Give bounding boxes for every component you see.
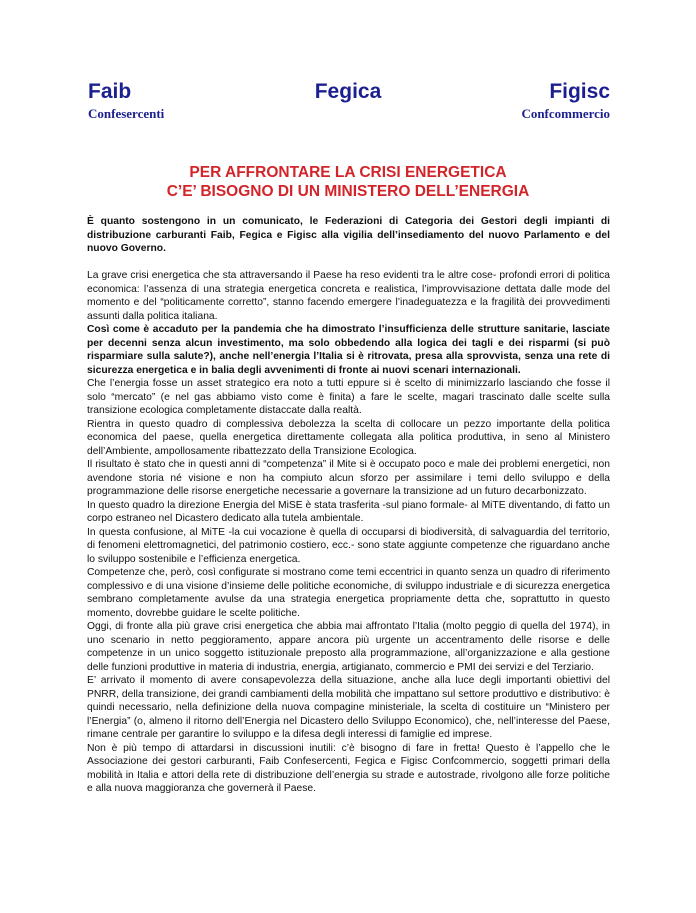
body-paragraph: Così come è accaduto per la pandemia che ha dimostrato l’insufficienza delle strutture sanitarie, lasciate per decenni senza alcun investimento, ma solo obbedendo alla logica dei tagli e dei risparmi (si può risparmiare sulla salute?), anche nell’energia l’Italia si è ritrovata, presa alla sprovvista, senza una rete di sicurezza energetica e in balia degli avvenimenti di fronte ai nuovi scenari internazionali.	[87, 324, 610, 376]
article-body	[87, 215, 610, 796]
headline-line-2: C’E’ BISOGNO DI UN MINISTERO DELL’ENERGIA	[166, 183, 530, 200]
body-paragraph: E’ arrivato il momento di avere consapevolezza della situazione, anche alla luce degli importanti obiettivi del PNRR, della transizione, dei grandi cambiamenti della mobilità che impattano sul settore produttivo e distributivo: è quindi necessario, nella definizione della nuova compagine ministeriale, la scelta di costituire un “Ministero per l’Energia” (o, almeno il ritorno dell’Energia nel Dicastero dello Sviluppo Economico), che, nell’interesse del Paese, rimane centrale per garantire lo sviluppo e la difesa degli interessi di famiglie ed imprese.	[87, 675, 610, 740]
fegica-name: Fegica	[314, 80, 382, 103]
headline-line-1: PER AFFRONTARE LA CRISI ENERGETICA	[189, 164, 507, 181]
body-paragraph: Oggi, di fronte alla più grave crisi energetica che abbia mai affrontato l’Italia (molto peggio di quella del 1974), in uno scenario in netto peggioramento, appare ancora più urgente un accentramento delle risorse e delle competenze in un unico soggetto istituzionale preposto alla programmazione, all’organizzazione e alla gestione delle funzioni produttive in materia di industria, energia, artigianato, commercio e PMI dei servizi e del Terziario.	[87, 621, 610, 673]
confcommercio-affiliation: Confcommercio	[521, 106, 610, 121]
confesercenti-affiliation: Confesercenti	[88, 106, 165, 121]
body-paragraph: Competenze che, però, così configurate si mostrano come temi eccentrici in quanto senza un quadro di riferimento complessivo e di una visione d’insieme delle politiche economiche, di sviluppo industriale e di sicurezza energetica sembrano completamente avulse da una strategia energetica propriamente detta che, soprattutto in questo momento, dovrebbe guidare le scelte politiche.	[87, 567, 610, 619]
faib-name: Faib	[88, 80, 132, 103]
body-paragraph: In questa confusione, al MiTE -la cui vocazione è quella di occuparsi di biodiversità, di salvaguardia del territorio, di fenomeni elettromagnetici, del patrimonio costiero, ecc.- sono state aggiunte competenze che riguardano anche lo sviluppo sostenibile e l’efficienza energetica.	[87, 526, 610, 565]
body-paragraph: La grave crisi energetica che sta attraversando il Paese ha reso evidenti tra le altre cose- profondi errori di politica economica: l’assenza di una strategia energetica concreta e realistica, l’improvvisazione dettata dalle mode del momento e del “politicamente corretto”, stanno facendo emergere l’inadeguatezza e la fragilità dei provvedimenti assunti dalla politica italiana.	[87, 270, 610, 322]
body-paragraph: Che l’energia fosse un asset strategico era noto a tutti eppure si è scelto di minimizzarlo lasciando che fosse il solo “mercato” (e nel gas abbiamo visto come è finita) a fare le scelte, magari trascinato dalle scelte sulla transizione ecologica completamente distaccate dalla realtà.	[87, 378, 610, 416]
figisc-name: Figisc	[549, 80, 610, 103]
intro-paragraph: È quanto sostengono in un comunicato, le Federazioni di Categoria dei Gestori degli impianti di distribuzione carburanti Faib, Fegica e Figisc alla vigilia dell’insediamento del nuovo Parlamento e del nuovo Governo.	[87, 216, 610, 254]
body-paragraph: In questo quadro la direzione Energia del MiSE è stata trasferita -sul piano formale- al MiTE diventando, di fatto un corpo estraneo nel Dicastero dedicato alla tutela ambientale.	[87, 499, 610, 524]
body-paragraph: Il risultato è stato che in questi anni di “competenza” il Mite si è occupato poco e male dei problemi energetici, non avendone storia né visione e non ha compiuto alcun sforzo per assimilare i temi dello sviluppo e della programmazione delle risorse energetiche necessarie a governare la transizione ad un futuro decarbonizzato.	[87, 459, 610, 497]
body-paragraph: Non è più tempo di attardarsi in discussioni inutili: c’è bisogno di fare in fretta! Questo è l’appello che le Associazione dei gestori carburanti, Faib Confesercenti, Fegica e Figisc Confcommercio, soggetti primari della mobilità in Italia e attori della rete di distribuzione dell’energia su strade e autostrade, rivolgono alle forze politiche e alla nuova maggioranza che governerà il Paese.	[87, 742, 610, 794]
body-paragraph: Rientra in questo quadro di complessiva debolezza la scelta di collocare un pezzo importante della politica economica del paese, quella energetica direttamente collegata alla politica produttiva, in seno al Ministero dell’Ambiente, ampollosamente ribattezzato della Transizione Ecologica.	[87, 418, 610, 457]
